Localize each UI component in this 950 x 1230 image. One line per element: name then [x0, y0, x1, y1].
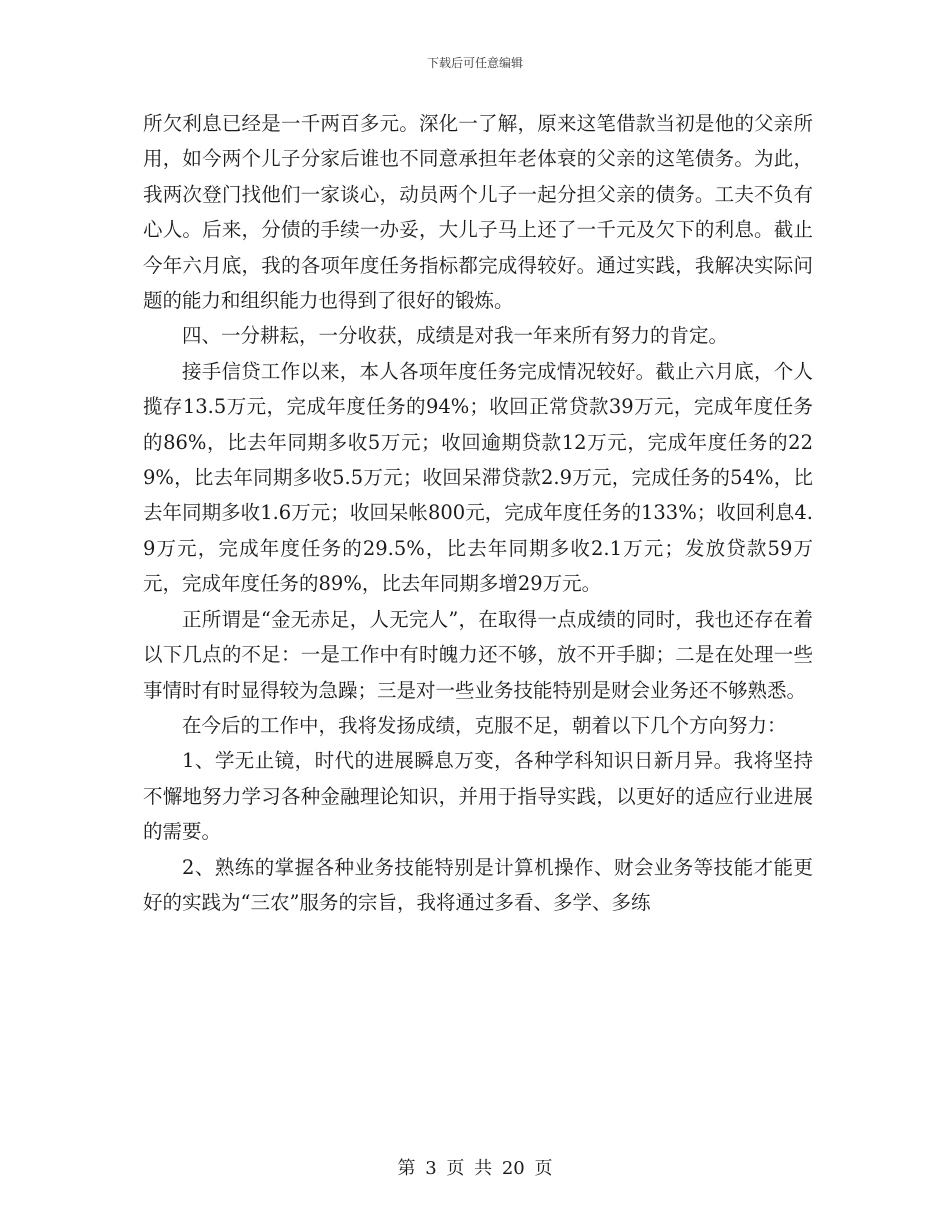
document-body	[143, 106, 813, 920]
paragraph-4: 正所谓是“金无赤足，人无完人”，在取得一点成绩的同时，我也还存在着以下几点的不足：一是工作中有时魄力还不够，放不开手脚；二是在处理一些事情时有时显得较为急躁；三是对一些业务技能特别是财会业务还不够熟悉。	[143, 607, 813, 702]
page-number-footer: 第 3 页 共 20 页	[397, 1158, 553, 1179]
paragraph-3: 接手信贷工作以来，本人各项年度任务完成情况较好。截止六月底，个人揽存13.5万元，完成年度任务的94%；收回正常贷款39万元，完成年度任务的86%，比去年同期多收5万元；收回逾期贷款12万元，完成年度任务的229%，比去年同期多收5.5万元；收回呆滞贷款2.9万元，完成任务的54%，比去年同期多收1.6万元；收回呆帐800元，完成年度任务的133%；收回利息4.9万元，完成年度任务的29.5%，比去年同期多收2.1万元；发放贷款59万元，完成年度任务的89%，比去年同期多增29万元。	[143, 359, 813, 596]
paragraph-2: 四、一分耕耘，一分收获，成绩是对我一年来所有努力的肯定。	[182, 324, 729, 348]
paragraph-5: 在今后的工作中，我将发扬成绩，克服不足，朝着以下几个方向努力：	[182, 713, 787, 737]
page-header-note: 下载后可任意编辑	[426, 56, 523, 70]
paragraph-6: 1、学无止镜，时代的进展瞬息万变，各种学科知识日新月异。我将坚持不懈地努力学习各种金融理论知识，并用于指导实践，以更好的适应行业进展的需要。	[143, 749, 813, 844]
paragraph-1: 所欠利息已经是一千两百多元。深化一了解，原来这笔借款当初是他的父亲所用，如今两个儿子分家后谁也不同意承担年老体衰的父亲的这笔债务。为此，我两次登门找他们一家谈心，动员两个儿子一起分担父亲的债务。工夫不负有心人。后来，分债的手续一办妥，大儿子马上还了一千元及欠下的利息。截止今年六月底，我的各项年度任务指标都完成得较好。通过实践，我解决实际问题的能力和组织能力也得到了很好的锻炼。	[143, 112, 813, 313]
paragraph-7: 2、熟练的掌握各种业务技能特别是计算机操作、财会业务等技能才能更好的实践为“三农”服务的宗旨，我将通过多看、多学、多练	[143, 855, 813, 914]
